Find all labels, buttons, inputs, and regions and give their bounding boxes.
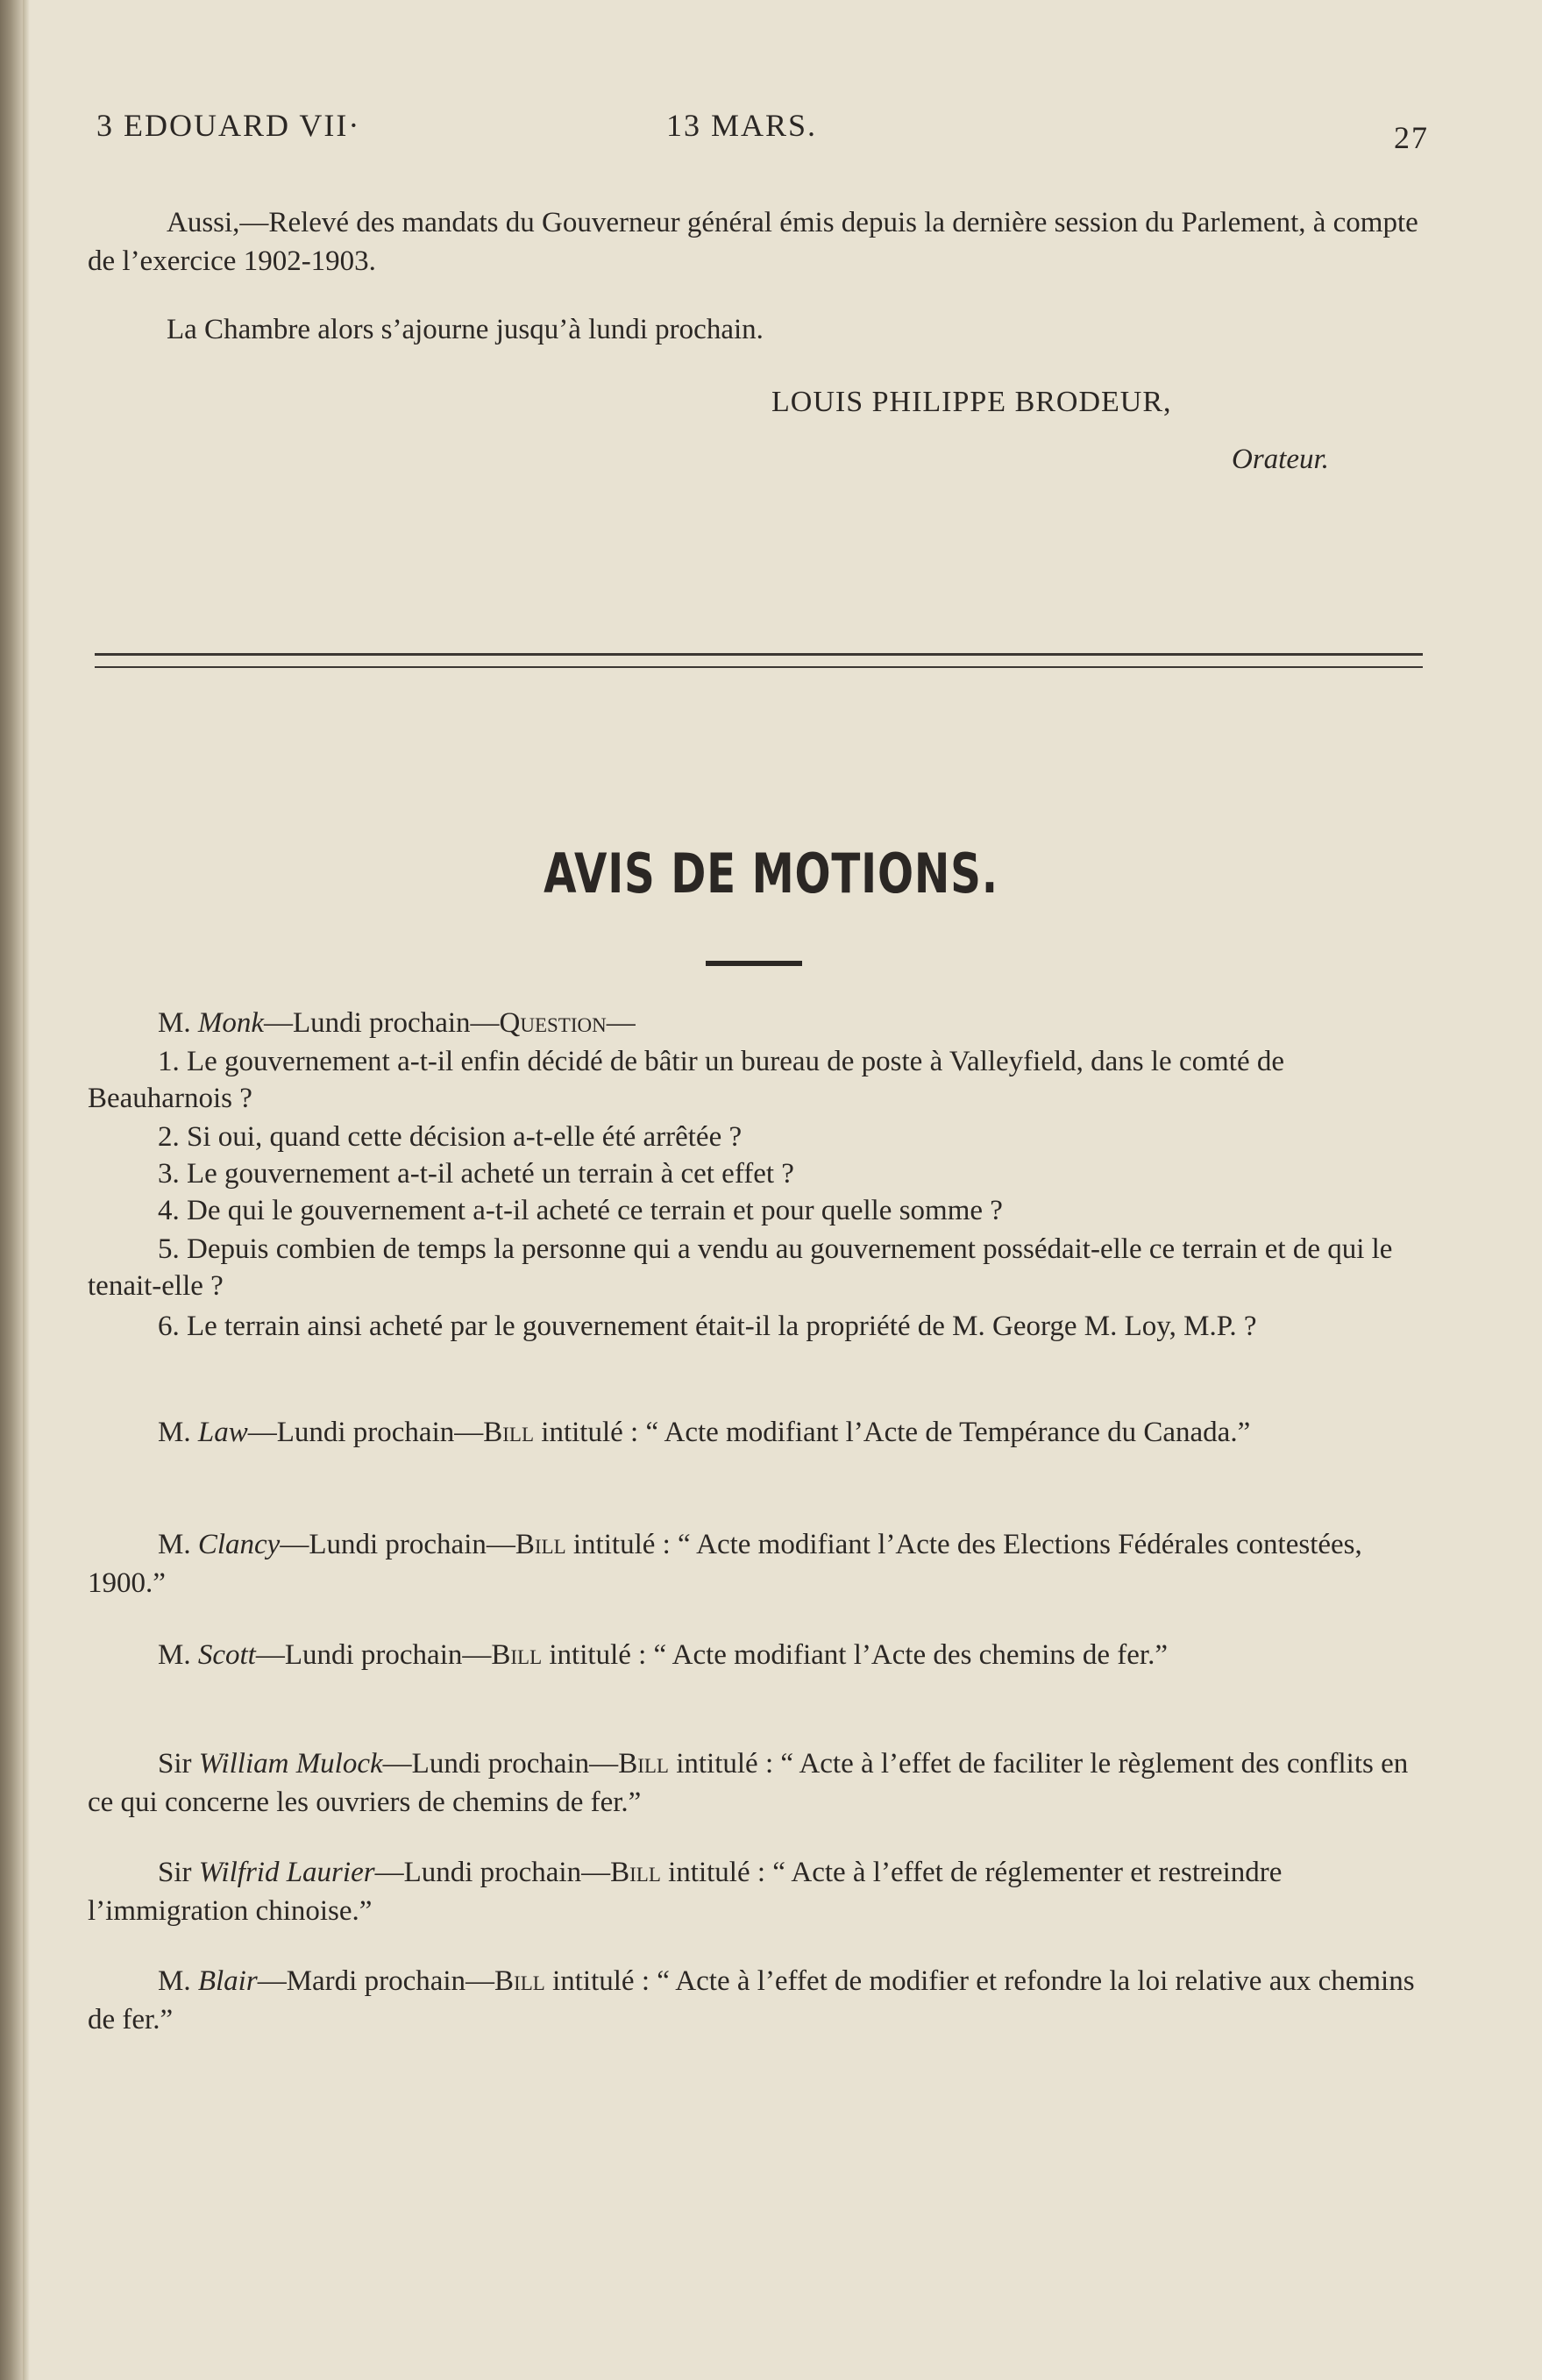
motion-timing: —Lundi prochain— [255, 1639, 492, 1671]
speaker-title: Orateur. [1232, 444, 1329, 475]
question-1: 1. Le gouvernement a-t-il enfin décidé de bâtir un bureau de poste à Valleyfield, dans le comté de Beauharnois ? [88, 1046, 1284, 1114]
motion-timing: —Lundi prochain— [374, 1857, 611, 1888]
bill-label: Bill [618, 1748, 669, 1780]
motion-timing: —Lundi prochain— [382, 1748, 619, 1780]
member-prefix: Sir [158, 1748, 192, 1780]
question-2: 2. Si oui, quand cette décision a-t-elle été arrêtée ? [158, 1121, 743, 1153]
motion-timing: —Lundi prochain— [247, 1417, 484, 1448]
motion-text: intitulé : “ Acte à l’effet de faciliter le règlement des conflits en ce qui concerne les ouvriers de chemins de fer.” [88, 1748, 1409, 1818]
bill-label: Bill [491, 1639, 543, 1671]
motion-clancy [88, 1525, 1416, 1602]
member-prefix: M. [158, 1529, 191, 1560]
motion-text: intitulé : “ Acte à l’effet de modifier et refondre la loi relative aux chemins de fer.” [88, 1965, 1415, 2035]
bill-label: Bill [494, 1965, 545, 1997]
motion-dash: — [606, 1007, 636, 1039]
member-name: Blair [197, 1965, 258, 1997]
question-5: 5. Depuis combien de temps la personne qui a vendu au gouvernement possédait-elle ce terrain et de qui le tenait-elle ? [88, 1233, 1393, 1302]
motion-law [88, 1413, 1416, 1452]
member-name: Scott [197, 1639, 256, 1671]
double-rule-top [95, 653, 1423, 656]
running-header [96, 107, 1429, 160]
motion-timing: —Lundi prochain— [280, 1529, 515, 1560]
motion-blair [88, 1962, 1416, 2039]
motion-timing: —Mardi prochain— [257, 1965, 495, 1997]
heading-underline [706, 961, 802, 966]
double-rule-bottom [95, 666, 1423, 668]
member-prefix: Sir [158, 1857, 192, 1888]
binding-shadow [23, 0, 30, 2380]
binding-edge [0, 0, 23, 2380]
motion-text: intitulé : “ Acte modifiant l’Acte des Elections Fédérales contestées, 1900.” [88, 1529, 1362, 1599]
bill-label: Bill [483, 1417, 535, 1448]
member-name: Law [197, 1417, 248, 1448]
member-prefix: M. [158, 1965, 191, 1997]
member-prefix: M. [158, 1007, 191, 1039]
bill-label: Bill [515, 1529, 566, 1560]
section-heading: AVIS DE MOTIONS. [544, 842, 998, 906]
question-3: 3. Le gouvernement a-t-il acheté un terrain à cet effet ? [158, 1158, 794, 1190]
member-name: Clancy [197, 1529, 281, 1560]
motion-text: intitulé : “ Acte modifiant l’Acte de Tempérance du Canada.” [534, 1417, 1251, 1448]
bill-label: Bill [610, 1857, 661, 1888]
motion-text: intitulé : “ Acte modifiant l’Acte des chemins de fer.” [542, 1639, 1168, 1671]
header-regnal-year: 3 EDOUARD VII· [96, 108, 361, 143]
header-date: 13 MARS. [666, 108, 818, 143]
paragraph-adjourn: La Chambre alors s’ajourne jusqu’à lundi prochain. [167, 314, 764, 345]
motion-scott [88, 1636, 1416, 1674]
motion-monk-intro [88, 1004, 1416, 1042]
motion-laurier [88, 1853, 1416, 1930]
motion-timing: —Lundi prochain— [263, 1007, 500, 1039]
question-4: 4. De qui le gouvernement a-t-il acheté ce terrain et pour quelle somme ? [158, 1195, 1003, 1226]
member-prefix: M. [158, 1417, 191, 1448]
question-6: 6. Le terrain ainsi acheté par le gouvernement était-il la propriété de M. George M. Loy, M.P. ? [158, 1311, 1257, 1342]
motion-text: intitulé : “ Acte à l’effet de réglementer et restreindre l’immigration chinoise.” [88, 1857, 1283, 1927]
page-number: 27 [1394, 120, 1429, 155]
motion-type: Question [499, 1007, 607, 1039]
member-name: Wilfrid Laurier [198, 1857, 375, 1888]
paragraph-aussi: Aussi,—Relevé des mandats du Gouverneur général émis depuis la dernière session du Parlement, à compte de l’exercice 1902-1903. [88, 207, 1418, 277]
member-name: William Mulock [198, 1748, 383, 1780]
member-name: Monk [197, 1007, 264, 1039]
member-prefix: M. [158, 1639, 191, 1671]
speaker-name: LOUIS PHILIPPE BRODEUR, [771, 386, 1172, 418]
motion-mulock [88, 1744, 1416, 1822]
